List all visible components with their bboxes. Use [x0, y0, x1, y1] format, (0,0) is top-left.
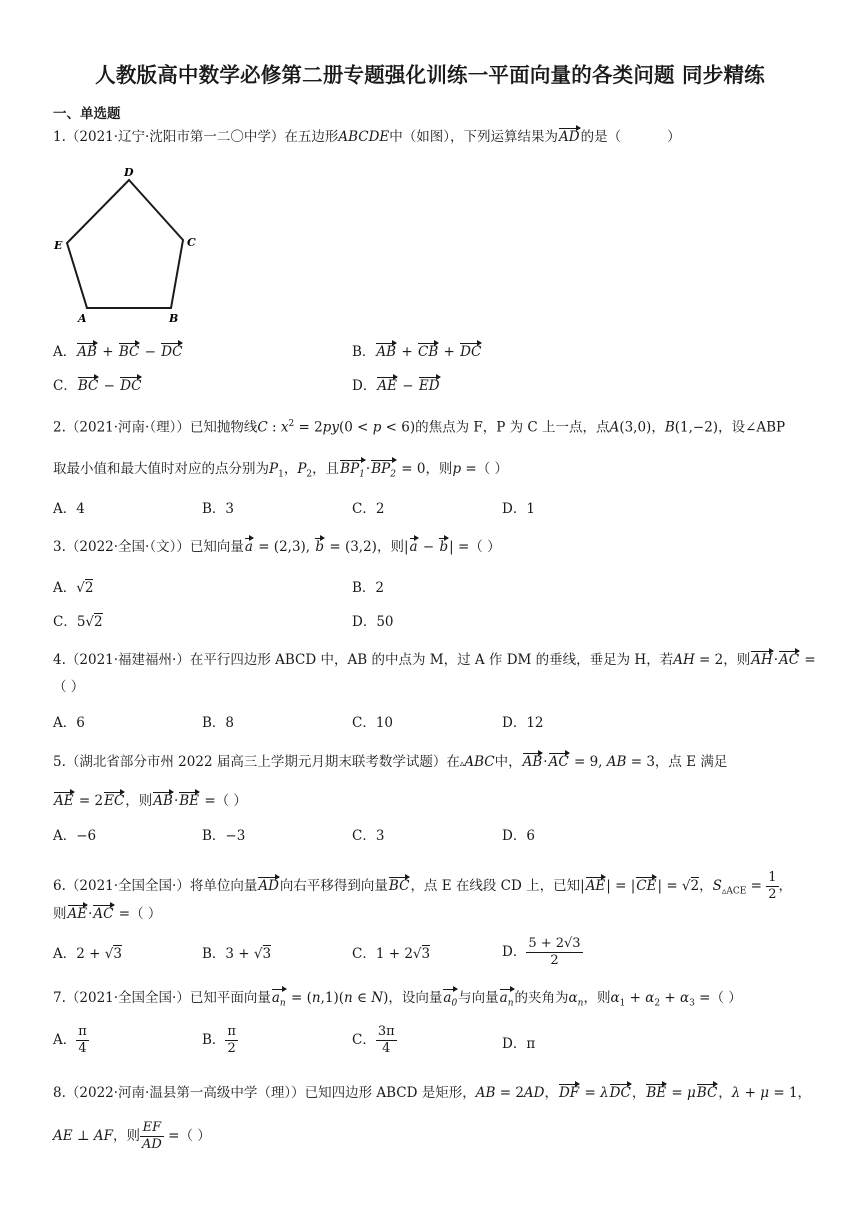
- q7-option-a[interactable]: A． $\frac{\pi}{4}$: [53, 1024, 87, 1056]
- q4-option-c[interactable]: C．10: [352, 715, 394, 731]
- document-title: 人教版高中数学必修第二册专题强化训练一平面向量的各类问题 同步精练: [95, 63, 765, 87]
- q2-option-b[interactable]: B．3: [202, 501, 235, 517]
- section-heading: 一、单选题: [53, 106, 121, 122]
- question-8-line-2: AE ⊥ AF，则 $\frac{EF}{AD}$ =（ ）: [53, 1120, 211, 1152]
- q1-option-a[interactable]: A．AB + BC − DC: [53, 344, 183, 360]
- q3-option-a[interactable]: A．√2: [53, 580, 94, 596]
- question-4-line-2: （ ）: [53, 679, 85, 695]
- q1-option-c[interactable]: C．BC − DC: [53, 378, 142, 394]
- question-2-line-1: 2.（2021·河南·（理））已知抛物线C : $x^2 = 2py(0 < p < 6)$的焦点为 F，P 为 C 上一点，点A(3,0)，B(1,−2)，设∠ABP: [53, 419, 786, 436]
- q5-option-b[interactable]: B．−3: [202, 828, 246, 844]
- q6-option-a[interactable]: A．2 + √3: [53, 946, 122, 962]
- pentagon-figure: [50, 164, 210, 324]
- vertex-label-b: B: [169, 312, 179, 324]
- q7-option-d[interactable]: D．π: [502, 1036, 536, 1052]
- q6-option-c[interactable]: C．1 + 2√3: [352, 946, 431, 962]
- q4-option-a[interactable]: A．6: [53, 715, 85, 731]
- vertex-label-d: D: [124, 166, 134, 179]
- question-2-line-2: 取最小值和最大值时对应的点分别为$P_1$，$P_2$，且$BP_1\cdot BP_2 = 0$，则p =（ ）: [53, 459, 508, 485]
- vertex-label-c: C: [187, 236, 196, 249]
- question-1: 1.（2021·辽宁·沈阳市第一二〇中学）在五边形ABCDE中（如图），下列运算结果为AD的是（ ）: [53, 129, 681, 145]
- question-8-line-1: 8.（2022·河南·温县第一高级中学（理））已知四边形 ABCD 是矩形，AB = 2AD，DF = λDC，BE = μBC，λ + μ = 1，: [53, 1085, 812, 1101]
- q3-option-d[interactable]: D．50: [352, 614, 394, 630]
- question-7: 7.（2021·全国全国·）已知平面向量$a_n = (n,1)(n$ ∈ N)，设向量$a_0$与向量$a_n$的夹角为$\alpha_n$，则$\alpha_1 + \alpha_2 + \alpha_3$ =（ ）: [53, 988, 742, 1014]
- vertex-label-a: A: [78, 312, 87, 324]
- q6-option-d[interactable]: D． $\frac{5 + 2√3}{2}$: [502, 936, 581, 968]
- q3-option-b[interactable]: B．2: [352, 580, 385, 596]
- q7-option-c[interactable]: C． $\frac{3\pi}{4}$: [352, 1024, 395, 1056]
- question-4-line-1: 4.（2021·福建福州·）在平行四边形 ABCD 中，AB 的中点为 M，过 A 作 DM 的垂线，垂足为 H，若AH = 2，则AH·AC =: [53, 652, 816, 668]
- q6-option-b[interactable]: B．3 + √3: [202, 946, 272, 962]
- q2-option-c[interactable]: C．2: [352, 501, 385, 517]
- question-6-line-1: 6.（2021·全国全国·）将单位向量AD向右平移得到向量BC，点 E 在线段 CD 上，已知|AE| = |CE| = √2，$S_{▵ACE}$ = $\frac{1}{2}$ ，: [53, 870, 793, 902]
- q4-option-d[interactable]: D．12: [502, 715, 544, 731]
- q1-option-d[interactable]: D．AE − ED: [352, 378, 440, 394]
- q7-option-b[interactable]: B． $\frac{\pi}{2}$: [202, 1024, 236, 1056]
- question-3: 3.（2022·全国·（文））已知向量a = (2,3), b = (3,2)，则|a − b| =（ ）: [53, 539, 501, 555]
- q2-option-d[interactable]: D．1: [502, 501, 535, 517]
- question-5-line-1: 5.（湖北省部分市州 2022 届高三上学期元月期末联考数学试题）在▵ABC中，AB·AC = 9, AB = 3，点 E 满足: [53, 754, 728, 770]
- q5-option-a[interactable]: A．−6: [53, 828, 97, 844]
- q2-option-a[interactable]: A．4: [53, 501, 85, 517]
- question-6-line-2: 则AE·AC =（ ）: [53, 906, 162, 922]
- question-5-line-2: AE = 2EC，则AB·BE =（ ）: [54, 793, 247, 809]
- q4-option-b[interactable]: B．8: [202, 715, 235, 731]
- vertex-label-e: E: [54, 239, 63, 252]
- q5-option-c[interactable]: C．3: [352, 828, 385, 844]
- q1-option-b[interactable]: B．AB + CB + DC: [352, 344, 482, 360]
- q3-option-c[interactable]: C．5√2: [53, 614, 103, 630]
- q5-option-d[interactable]: D．6: [502, 828, 535, 844]
